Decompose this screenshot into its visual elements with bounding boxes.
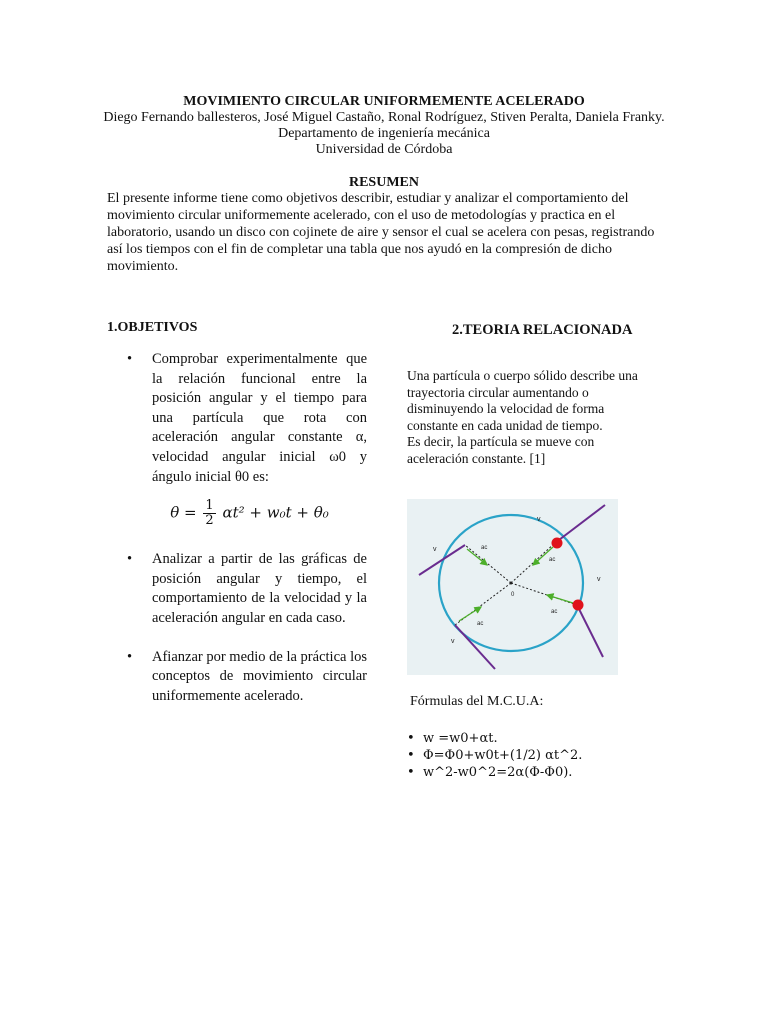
svg-text:v: v — [451, 638, 455, 645]
equation-lhs: θ = — [170, 503, 197, 522]
tangent-lines — [419, 505, 605, 669]
objective-text-3: Afianzar por medio de la práctica los conceptos de movimiento circular uniformemente acelerado. — [152, 648, 367, 704]
objectives-heading: 1.OBJETIVOS — [107, 320, 198, 335]
svg-text:ac: ac — [481, 545, 488, 551]
mcua-figure — [407, 499, 618, 675]
department: Departamento de ingeniería mecánica — [278, 126, 490, 141]
svg-text:v: v — [597, 576, 601, 583]
objectives-list — [107, 350, 367, 706]
svg-text:ac: ac — [477, 621, 484, 627]
objective-text-1: Comprobar experimentalmente que la relación funcional entre la posición angular y el tiempo para una partícula que rota con aceleración angular constante α, velocidad angular inicial ω0 y ángulo inicial θ0 es: — [152, 351, 367, 485]
theory-heading: 2.TEORIA RELACIONADA — [452, 322, 633, 338]
circular-motion-diagram — [407, 499, 618, 675]
equation-rhs: αt² + w₀t + θ₀ — [222, 503, 329, 522]
angular-position-equation — [132, 499, 367, 528]
acceleration-labels — [477, 545, 557, 627]
radius-lines — [455, 543, 577, 625]
objective-item — [107, 350, 367, 528]
formula-item: • w =w0+αt. — [407, 730, 582, 747]
svg-text:ac: ac — [551, 609, 558, 615]
theory-paragraph-2: Es decir, la partícula se mueve con aceleración constante. [1] — [407, 434, 595, 466]
svg-text:v: v — [537, 516, 541, 523]
center-point — [510, 582, 513, 585]
abstract-text: El presente informe tiene como objetivos describir, estudiar y analizar el comportamiento del movimiento circular uniformemente acelerado, con el uso de metodologías y practica en el laboratorio, usando un disco con cojinete de aire y sensor el cual se acelera con pesas, registrando así los tiempos con el fin de completar una tabla que nos ayudó en la compresión de dicho movimiento. — [107, 191, 655, 274]
theory-paragraph-1: Una partícula o cuerpo sólido describe una trayectoria circular aumentando o disminuyendo la velocidad de forma constante en cada unidad de tiempo. — [407, 368, 638, 433]
abstract-heading: RESUMEN — [348, 175, 419, 190]
formulas-title: Fórmulas del M.C.U.A: — [410, 694, 544, 709]
equation-fraction — [203, 499, 215, 528]
particle-point — [573, 600, 584, 611]
paper-title: MOVIMIENTO CIRCULAR UNIFORMEMENTE ACELERADO — [183, 94, 585, 109]
formula-item: • Φ=Φ0+w0t+(1/2) αt^2. — [407, 747, 582, 764]
university: Universidad de Córdoba — [315, 142, 453, 157]
svg-text:ac: ac — [549, 557, 556, 563]
fraction-numerator: 1 — [205, 498, 214, 514]
objective-item — [107, 550, 367, 628]
objective-text-2: Analizar a partir de las gráficas de posición angular y tiempo, el comportamiento de la velocidad y la aceleración angular en cada caso. — [152, 551, 367, 626]
center-label: 0 — [511, 592, 515, 598]
theory-text — [407, 368, 657, 467]
fraction-denominator: 2 — [205, 513, 214, 529]
authors: Diego Fernando ballesteros, José Miguel Castaño, Ronal Rodríguez, Stiven Peralta, Daniela Franky. — [103, 110, 665, 125]
svg-text:v: v — [433, 546, 437, 553]
formula-item: • w^2-w0^2=2α(Φ-Φ0). — [407, 764, 582, 781]
particle-point — [552, 538, 563, 549]
formulas-list — [407, 730, 582, 781]
objective-item — [107, 648, 367, 707]
